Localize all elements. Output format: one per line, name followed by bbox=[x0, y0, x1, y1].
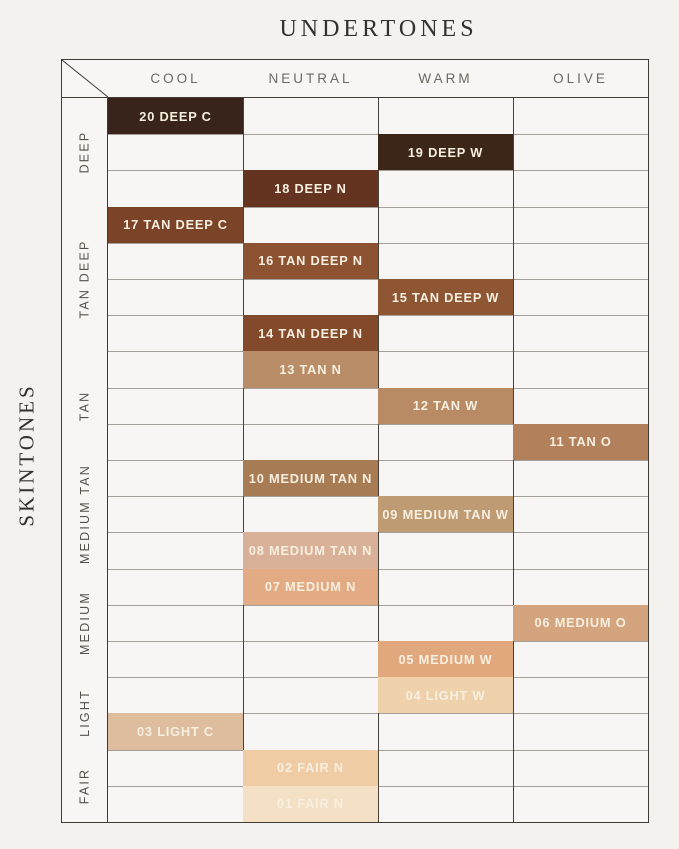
shade-cell-01-fair-n bbox=[243, 786, 378, 822]
table-body bbox=[62, 98, 648, 822]
shade-cell-06-medium-o bbox=[513, 605, 648, 641]
shade-cell-05-medium-w bbox=[378, 641, 513, 677]
shade-cell-11-tan-o bbox=[513, 424, 648, 460]
shade-cell-label: 03 LIGHT C bbox=[137, 723, 214, 739]
corner-cell bbox=[62, 60, 108, 97]
shade-cell-label: 12 TAN W bbox=[412, 398, 479, 414]
header-row bbox=[62, 60, 648, 98]
shade-cell-label: 13 TAN N bbox=[279, 361, 342, 377]
column-header-olive: OLIVE bbox=[553, 71, 608, 86]
shade-cell-18-deep-n bbox=[243, 170, 378, 206]
shade-cell-label: 18 DEEP N bbox=[274, 180, 347, 196]
row-group-label-text: FAIR bbox=[77, 767, 92, 805]
row-group-labels bbox=[62, 98, 108, 822]
shade-cell-16-tan-deep-n bbox=[243, 243, 378, 279]
y-axis-title: SKINTONES bbox=[14, 383, 39, 527]
shade-cell-label: 14 TAN DEEP N bbox=[258, 325, 363, 341]
shade-cell-label: 05 MEDIUM W bbox=[398, 651, 493, 667]
row-group-label-text: MEDIUM bbox=[77, 590, 92, 655]
shade-cell-03-light-c bbox=[108, 713, 243, 749]
row-group-medium bbox=[62, 569, 107, 678]
diagonal-divider-line bbox=[62, 60, 108, 97]
row-group-label-text: MEDIUM TAN bbox=[77, 464, 92, 565]
shade-cell-label: 06 MEDIUM O bbox=[534, 615, 627, 631]
column-header-warm: WARM bbox=[418, 71, 473, 86]
shade-cell-07-medium-n bbox=[243, 569, 378, 605]
row-group-label-text: DEEP bbox=[77, 130, 92, 174]
shade-cell-20-deep-c bbox=[108, 98, 243, 134]
shade-table bbox=[61, 59, 649, 823]
row-group-tan-deep bbox=[62, 207, 107, 352]
shade-cell-label: 11 TAN O bbox=[549, 434, 612, 450]
shade-cell-label: 20 DEEP C bbox=[139, 108, 212, 124]
shade-cell-label: 17 TAN DEEP C bbox=[123, 217, 228, 233]
column-header-neutral: NEUTRAL bbox=[268, 71, 353, 86]
shade-cell-04-light-w bbox=[378, 677, 513, 713]
shade-cell-08-medium-tan-n bbox=[243, 532, 378, 568]
grid-line-vertical bbox=[378, 98, 379, 822]
shade-cell-label: 01 FAIR N bbox=[277, 796, 344, 812]
shade-cell-label: 07 MEDIUM N bbox=[264, 579, 357, 595]
shade-cell-13-tan-n bbox=[243, 351, 378, 387]
shade-cell-label: 10 MEDIUM TAN N bbox=[248, 470, 373, 486]
shade-cell-15-tan-deep-w bbox=[378, 279, 513, 315]
shade-cell-label: 15 TAN DEEP W bbox=[391, 289, 500, 305]
row-group-label-text: TAN bbox=[77, 390, 92, 422]
row-group-fair bbox=[62, 750, 107, 822]
row-group-deep bbox=[62, 98, 107, 207]
shade-cell-label: 19 DEEP W bbox=[407, 144, 484, 160]
shade-cell-10-medium-tan-n bbox=[243, 460, 378, 496]
shade-cell-label: 16 TAN DEEP N bbox=[258, 253, 363, 269]
row-group-tan bbox=[62, 351, 107, 460]
column-header-cool: COOL bbox=[150, 71, 201, 86]
shade-cell-label: 02 FAIR N bbox=[277, 760, 344, 776]
shade-cell-label: 04 LIGHT W bbox=[405, 687, 486, 703]
shade-cell-17-tan-deep-c bbox=[108, 207, 243, 243]
shade-cell-19-deep-w bbox=[378, 134, 513, 170]
row-group-label-text: TAN DEEP bbox=[77, 239, 92, 319]
column-headers bbox=[108, 60, 648, 97]
shade-cell-14-tan-deep-n bbox=[243, 315, 378, 351]
grid-line-vertical bbox=[513, 98, 514, 822]
shade-grid bbox=[108, 98, 648, 822]
shade-cell-label: 09 MEDIUM TAN W bbox=[382, 506, 509, 522]
chart-title: UNDERTONES bbox=[279, 16, 478, 42]
shade-cell-09-medium-tan-w bbox=[378, 496, 513, 532]
shade-cell-label: 08 MEDIUM TAN N bbox=[248, 542, 373, 558]
shade-cell-02-fair-n bbox=[243, 750, 378, 786]
row-group-light bbox=[62, 677, 107, 749]
row-group-medium-tan bbox=[62, 460, 107, 569]
row-group-label-text: LIGHT bbox=[77, 689, 92, 738]
shade-cell-12-tan-w bbox=[378, 388, 513, 424]
